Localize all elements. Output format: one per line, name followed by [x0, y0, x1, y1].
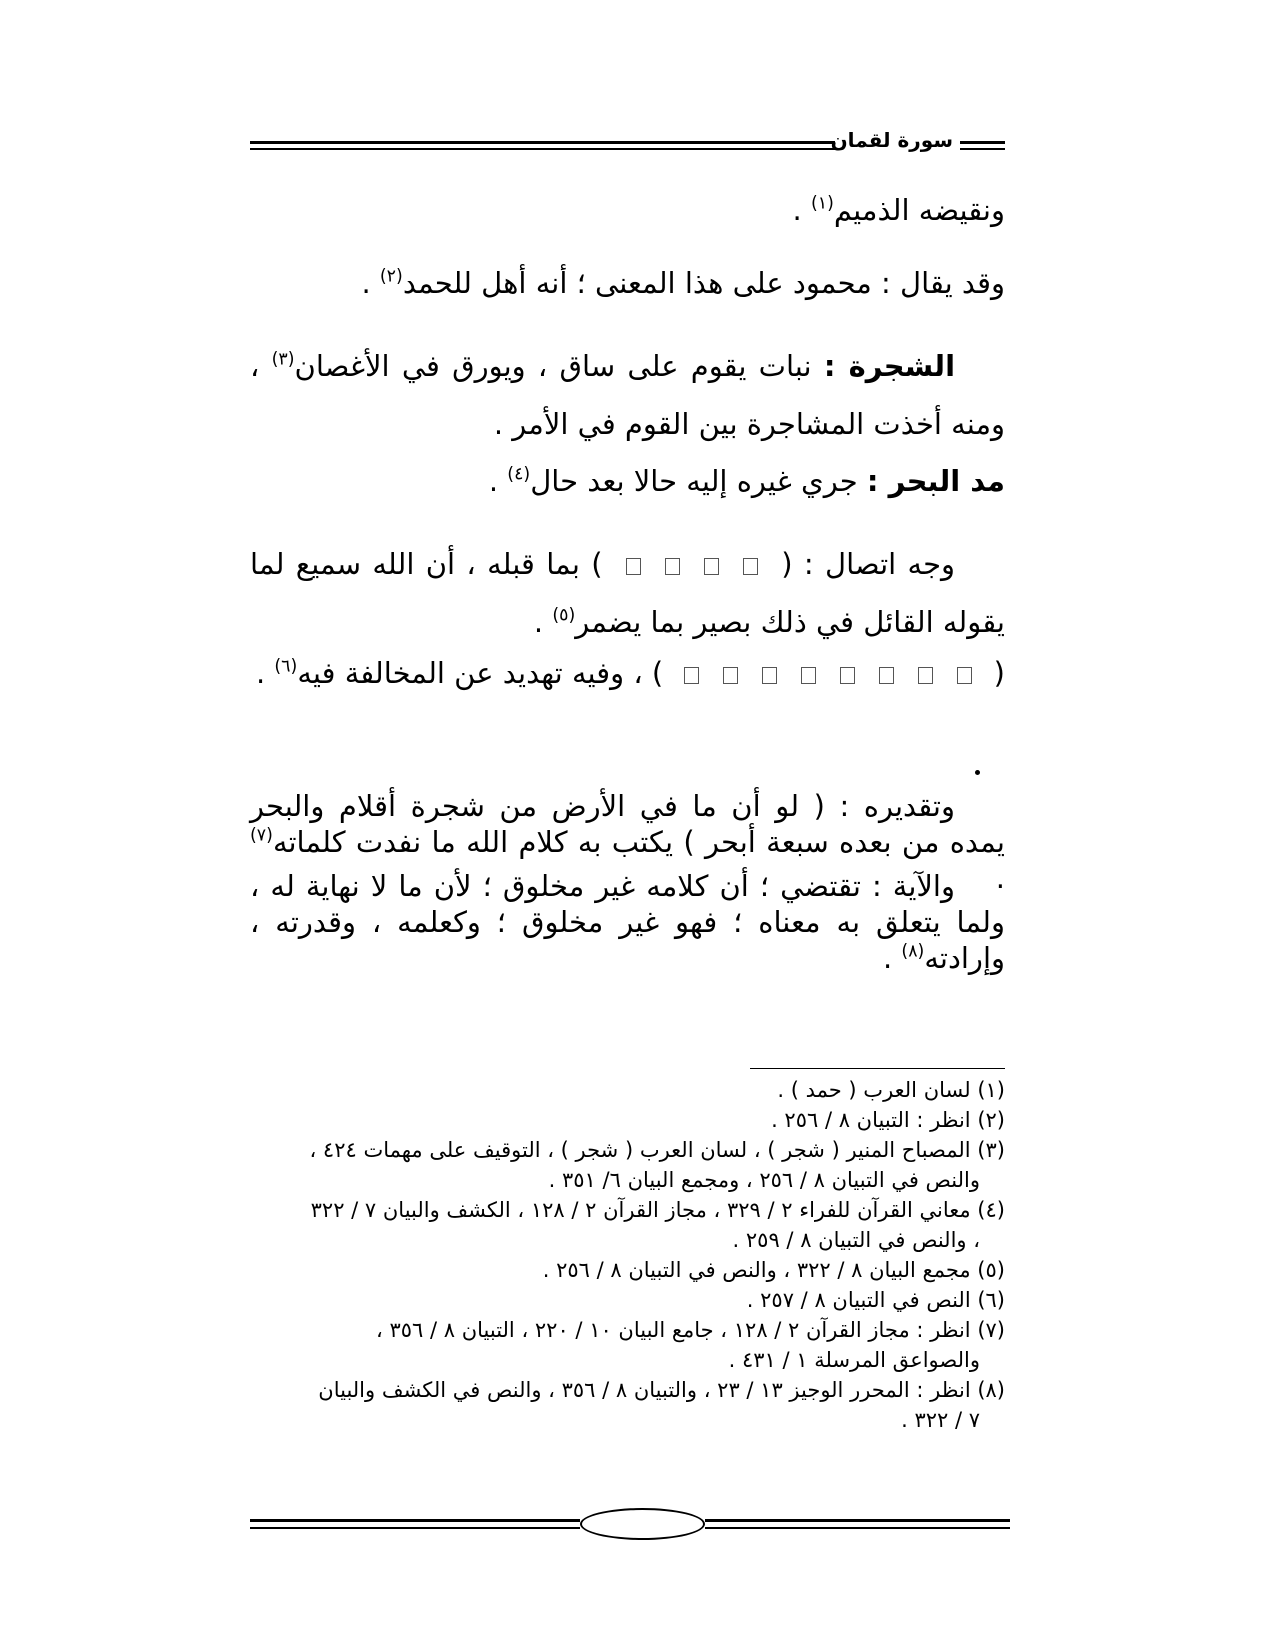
footnotes-block: [250, 1075, 1005, 1435]
footnote-2: [250, 1105, 1005, 1135]
paragraph-end: .: [792, 193, 811, 227]
footnote-ref: (٥): [552, 605, 576, 626]
missing-glyph-icon: [840, 667, 855, 684]
paragraph-5: [250, 535, 1005, 651]
paragraph-3: [250, 337, 1005, 453]
footer-rule-right: [705, 1519, 1010, 1529]
paragraph-end: .: [882, 941, 902, 975]
missing-glyph-icon: [879, 667, 894, 684]
footnote-ref: (٢): [379, 266, 403, 287]
term-bold: مد البحر :: [866, 464, 1005, 498]
paragraph-text-continued: ، ومنه أخذت المشاجرة بين القوم في الأمر .: [250, 349, 1005, 441]
footnote-8: [250, 1375, 1005, 1435]
footnote-4: [250, 1195, 1005, 1255]
footnote-text: (١) لسان العرب ( حمد ) .: [777, 1078, 1005, 1102]
paragraph-text: والآية : تقتضي ؛ أن كلامه غير مخلوق ؛ لأن ما لا نهاية له ، ولما يتعلق به معناه ؛ فهو غير مخلوق ؛ وكعلمه ، وقدرته ، وإرادته: [250, 869, 1005, 975]
missing-glyph-icon: [723, 667, 738, 684]
footnote-ref: (١): [810, 193, 834, 214]
footnote-ref: (٣): [271, 349, 295, 370]
paragraph-end: .: [361, 266, 380, 300]
missing-glyph-icon: [918, 667, 933, 684]
footnote-6: [250, 1285, 1005, 1315]
page-number-oval: [580, 1508, 705, 1540]
paragraph-end: .: [533, 605, 553, 639]
header-rule-left: [250, 141, 835, 150]
paragraph-text: نبات يقوم على ساق ، ويورق في الأغصان: [294, 349, 824, 383]
paragraph-text: (: [993, 656, 1005, 690]
footnote-7: [250, 1315, 1005, 1375]
stray-dot: [975, 770, 980, 775]
footnote-3: [250, 1135, 1005, 1195]
paragraph-6: [256, 655, 1005, 693]
paragraph-text: ونقيضه الذميم: [833, 193, 1005, 227]
paragraph-2: [361, 265, 1005, 303]
footnote-ref: (٦): [274, 656, 298, 677]
footnote-separator: [750, 1068, 1005, 1069]
footnote-text: (٥) مجمع البيان ٨ / ٣٢٢ ، والنص في التبيان ٨ / ٢٥٦ .: [542, 1258, 1005, 1282]
footnote-5: [250, 1255, 1005, 1285]
paragraph-end: .: [255, 656, 275, 690]
footnote-text: (٤) معاني القرآن للفراء ٢ / ٣٢٩ ، مجاز القرآن ٢ / ١٢٨ ، الكشف والبيان ٧ / ٣٢٢: [310, 1198, 1005, 1222]
footnote-text: (٢) انظر : التبيان ٨ / ٢٥٦ .: [771, 1108, 1005, 1132]
paragraph-1: [793, 192, 1006, 230]
footnote-1: [250, 1075, 1005, 1105]
paragraph-text: وجه اتصال : (: [781, 547, 956, 581]
paragraph-text: وتقديره : ( لو أن ما في الأرض من شجرة أقلام والبحر يمده من بعده سبعة أبحر ) يكتب به كلام الله ما نفدت كلماته: [250, 789, 1005, 859]
footnote-ref: (٧): [250, 825, 273, 846]
footnote-continuation: والنص في التبيان ٨ / ٢٥٦ ، ومجمع البيان ٦/ ٣٥١ .: [548, 1168, 980, 1192]
footnote-continuation: ، والنص في التبيان ٨ / ٢٥٩ .: [732, 1228, 980, 1252]
missing-glyph-icon: [762, 667, 777, 684]
paragraph-end: .: [488, 464, 508, 498]
footnote-text: (٧) انظر : مجاز القرآن ٢ / ١٢٨ ، جامع البيان ١٠ / ٢٢٠ ، التبيان ٨ / ٣٥٦ ،: [376, 1318, 1005, 1342]
footnote-ref: (٤): [507, 464, 531, 485]
paragraph-text: جري غيره إليه حالا بعد حال: [530, 464, 867, 498]
header-rule-right: [960, 141, 1005, 150]
footer-rule-left: [250, 1519, 580, 1529]
paragraph-end: .: [995, 861, 1005, 895]
term-bold: الشجرة :: [823, 349, 956, 383]
missing-glyph-icon: [626, 558, 641, 575]
footnote-text: (٣) المصباح المنير ( شجر ) ، لسان العرب ( شجر ) ، التوقيف على مهمات ٤٢٤ ،: [309, 1138, 1005, 1162]
footnote-text: (٦) النص في التبيان ٨ / ٢٥٧ .: [746, 1288, 1005, 1312]
paragraph-text: وقد يقال : محمود على هذا المعنى ؛ أنه أهل للحمد: [402, 266, 1005, 300]
missing-glyph-icon: [743, 558, 758, 575]
paragraph-text-continued: ) بما قبله ، أن الله سميع لما يقوله القائل في ذلك بصير بما يضمر: [250, 547, 1005, 639]
paragraph-8: [250, 868, 1005, 976]
missing-glyph-icon: [957, 667, 972, 684]
missing-glyph-icon: [665, 558, 680, 575]
footnote-continuation: ٧ / ٣٢٢ .: [901, 1408, 980, 1432]
footnote-ref: (٨): [901, 941, 925, 962]
footnote-text: (٨) انظر : المحرر الوجيز ١٣ / ٢٣ ، والتبيان ٨ / ٣٥٦ ، والنص في الكشف والبيان: [318, 1378, 1005, 1402]
missing-glyph-icon: [684, 667, 699, 684]
paragraph-4: [489, 463, 1005, 501]
running-header-title: سورة لقمان: [830, 128, 953, 152]
missing-glyph-icon: [801, 667, 816, 684]
paragraph-text-continued: ) ، وفيه تهديد عن المخالفة فيه: [297, 656, 664, 690]
missing-glyph-icon: [704, 558, 719, 575]
footnote-continuation: والصواعق المرسلة ١ / ٤٣١ .: [728, 1348, 980, 1372]
